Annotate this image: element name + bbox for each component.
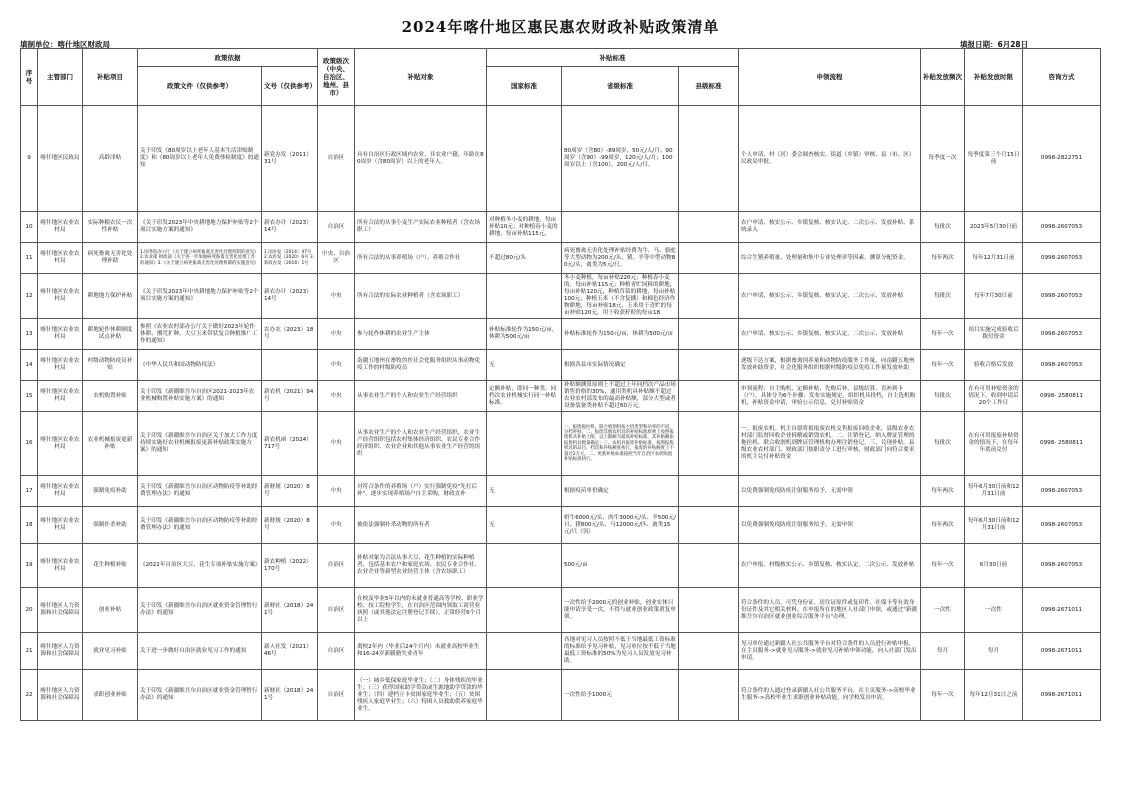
cell-dept: 喀什地区农业农村局 xyxy=(38,212,83,243)
cell-national: 不超过80元/头 xyxy=(487,243,562,274)
cell-doc-no: 新财规（2020）8号 xyxy=(262,507,318,544)
cell-target: （一）城乡低保家庭毕业生；（二）身体残疾的毕业生；（三）获得国家助学贷款或生源地助学贷款的毕业生；（四）建档立卡贫困家庭毕业生；（五）贫困残疾人家庭毕业生；（六）特困人员救助供养家庭毕业生。 xyxy=(355,670,487,721)
cell-process: 一、报废农机。机主自愿将拟报废农机交售报废回收企业，县级农业农村部门监督回收企业拆解或销毁农机。二、注销登记，纳入牌证管理的拖拉机、联合收割机到牌证管理机构办理注销登记。三、兑现补贴。县级农业农村部门、财政部门按职责分工进行审核，财政部门向符合要求的机主兑付补贴资金 xyxy=(739,412,921,476)
cell-doc-no: 新农种植（2022）170号 xyxy=(262,544,318,588)
cell-dept: 喀什地区农业农村局 xyxy=(38,507,83,544)
cell-contact: 0998-2822751 xyxy=(1023,106,1101,212)
cell-policy-doc: 关于印发《新疆维吾尔自治区就业资金管理暂行办法》的通知 xyxy=(138,588,262,633)
cell-process: 农户申请、核实公示、乡镇复核、核实认定、二次公示、发放补贴 xyxy=(739,319,921,350)
cell-seq: 17 xyxy=(21,476,38,507)
cell-policy-doc: 关于印发《新疆维吾尔自治区动物防疫等补助经费管理办法》的通知 xyxy=(138,476,262,507)
cell-dept: 喀什地区农业农村局 xyxy=(38,544,83,588)
header-target: 补贴对象 xyxy=(355,49,487,106)
fill-unit-label: 填制单位：喀什地区财政局 xyxy=(20,40,110,49)
cell-level: 自治区 xyxy=(318,633,355,670)
cell-national: 补贴标准轮作为150元/亩，休耕为500元/亩 xyxy=(487,319,562,350)
cell-policy-doc: 《2022年自治区大豆、花生专项补贴实施方案》 xyxy=(138,544,262,588)
cell-policy-doc: 参照《农业农村部办公厅关于做好2023年轮作休耕、撂荒扩种、大豆玉米带状复合种植推广工作的通知》 xyxy=(138,319,262,350)
cell-policy-doc: 关于印发《80周岁以上老年人基本生活津贴制度》和《80周岁以上老年人免费体检制度》的通知 xyxy=(138,106,262,212)
header-process: 申领流程 xyxy=(739,49,921,106)
cell-contact: 0998- 2580811 xyxy=(1023,412,1101,476)
cell-seq: 18 xyxy=(21,507,38,544)
cell-freq: 每月 xyxy=(921,633,965,670)
cell-freq: 每年两次 xyxy=(921,507,965,544)
header-dept: 主管部门 xyxy=(38,49,83,106)
cell-county xyxy=(679,507,739,544)
cell-contact: 0998-2607053 xyxy=(1023,274,1101,319)
header-time: 补贴发放时限 xyxy=(965,49,1023,106)
cell-time: 一次性 xyxy=(965,588,1023,633)
cell-program: 耕地轮作休耕制度试点补贴 xyxy=(83,319,138,350)
cell-process: 以免费强制免疫防疫注射服务给予，无需申领 xyxy=(739,476,921,507)
header-policy-basis: 政策依据 xyxy=(138,49,318,67)
policy-table xyxy=(20,48,1101,721)
cell-policy-doc: 《关于印发2023年中央耕地地力保护补贴等2个项目实施方案的通知》 xyxy=(138,212,262,243)
cell-national xyxy=(487,544,562,588)
header-national: 国家标准 xyxy=(487,67,562,106)
cell-contact: 0998-2607053 xyxy=(1023,319,1101,350)
header-county: 县级标准 xyxy=(679,67,739,106)
cell-contact: 0998-2607053 xyxy=(1023,507,1101,544)
cell-national xyxy=(487,106,562,212)
cell-seq: 21 xyxy=(21,633,38,670)
table-row xyxy=(21,544,1101,588)
cell-seq: 9 xyxy=(21,106,38,212)
cell-policy-doc: 关于印发《新疆维吾尔自治区2021-2023年农业机械购置补贴实施方案》的通知 xyxy=(138,381,262,412)
cell-program: 高龄津贴 xyxy=(83,106,138,212)
cell-time: 每年12月31日之前 xyxy=(965,670,1023,721)
table-row xyxy=(21,381,1101,412)
cell-target: 所有合法的实际农业种植者（含农场职工） xyxy=(355,274,487,319)
cell-program: 农业机械报废更新补贴 xyxy=(83,412,138,476)
table-row xyxy=(21,243,1101,274)
cell-target: 被依法强制扑杀动物的所有者 xyxy=(355,507,487,544)
cell-doc-no: 1.国办发（2014）47号 2.农医发（2020）6号 3.新政办发（2016）1号 xyxy=(262,243,318,274)
cell-contact: 0998-2607053 xyxy=(1023,243,1101,274)
cell-time: 每年6月30日前和12月31日前 xyxy=(965,476,1023,507)
cell-process: 符合条件的人通过登录新疆人社公共服务平台，在主页服务->高校毕业生服务->高校毕业生求职创业补贴功能，向学校发出申请。 xyxy=(739,670,921,721)
table-row xyxy=(21,507,1101,544)
cell-level: 中央 xyxy=(318,381,355,412)
cell-national: 无 xyxy=(487,350,562,381)
cell-freq: 每年一次 xyxy=(921,319,965,350)
cell-program: 创业补贴 xyxy=(83,588,138,633)
cell-level: 中央 xyxy=(318,319,355,350)
cell-provincial: 冬小麦种植，每亩补贴220元；种植春小麦的，每亩补贴115元；种植青贮饲料的耕地，每亩补贴120元，种植苜蓿的耕地，每亩补贴100元；种植玉米（不含复播）和棉色经济作物耕地，每亩补贴18元，玉米用于青贮的每亩补贴120元，用于收获籽粒的每亩18 xyxy=(562,274,679,319)
cell-county xyxy=(679,106,739,212)
cell-county xyxy=(679,412,739,476)
cell-doc-no: 新农机函（2024）717号 xyxy=(262,412,318,476)
cell-county xyxy=(679,243,739,274)
cell-county xyxy=(679,588,739,633)
cell-freq: 每季度一次 xyxy=(921,106,965,212)
cell-provincial: 80周岁（含80）-89周岁，50元/人/月；90周岁（含90）-99周岁，120元/人/月；100周岁以上（含100），200元/人/月。 xyxy=(562,106,679,212)
cell-freq: 每批次 xyxy=(921,412,965,476)
cell-contact: 0998-2607053 xyxy=(1023,350,1101,381)
cell-county xyxy=(679,633,739,670)
header-policy-doc: 政策文件（仅供参考） xyxy=(138,67,262,106)
cell-national: 对种植冬小麦的耕地，每亩补贴10元；对种植春小麦的耕地，每亩补贴115元。 xyxy=(487,212,562,243)
cell-provincial: 奶牛6000元/头、肉牛3000元/头、羊500元/只、猪800元/头、马12000元/匹、禽类15元/只（羽） xyxy=(562,507,679,544)
cell-time: 在有可用补贴资金的情况下，收到申请后20个工作日 xyxy=(965,381,1023,412)
cell-county xyxy=(679,670,739,721)
cell-target: 补贴对象为合法从事大豆、花生种植的实际种植者，包括基本农户和家庭农场、农民专业合作社、农业企业等新型农业经营主体（含农场职工） xyxy=(355,544,487,588)
cell-provincial: 一、报废拖拉机、联合收割机按主机类型和功率的不同，分档补贴；二、报废其他农机具的补贴标准原则上按照报废机具补贴上限，以上限额为最高补贴标准，其补贴额由报废机具数量确定；三、农机具报废补贴标准，按照报废机具的品目、档次和补贴额度执行，报废的补贴额度上不超过2万元。二、更新补贴标准按照当年自治区农机购置补贴标准执行。 xyxy=(562,412,679,476)
cell-program: 实际种粮农民一次性补贴 xyxy=(83,212,138,243)
cell-level: 自治区 xyxy=(318,588,355,633)
cell-freq: 每年一次 xyxy=(921,544,965,588)
cell-level: 中央 xyxy=(318,274,355,319)
cell-level: 自治区 xyxy=(318,670,355,721)
cell-national: 无 xyxy=(487,507,562,544)
cell-provincial: 一次性给予1000元 xyxy=(562,670,679,721)
table-row xyxy=(21,412,1101,476)
cell-level: 中央 xyxy=(318,476,355,507)
table-row xyxy=(21,319,1101,350)
header-standard: 补贴标准 xyxy=(487,49,739,67)
cell-contact: 0998-2607053 xyxy=(1023,544,1101,588)
cell-time: 每年12月31日前 xyxy=(965,243,1023,274)
cell-contact: 0998- 2580811 xyxy=(1023,381,1101,412)
header-doc-no: 文号（仅供参考） xyxy=(262,67,318,106)
cell-freq: 每年两次 xyxy=(921,243,965,274)
cell-seq: 20 xyxy=(21,588,38,633)
header-provincial: 省级标准 xyxy=(562,67,679,106)
cell-dept: 喀什地区农业农村局 xyxy=(38,350,83,381)
table-row xyxy=(21,212,1101,243)
cell-policy-doc: 关于印发《新疆维吾尔自治区关于加大工作力度持续实施好农业机械报废更新补贴政策实施方案》的通知 xyxy=(138,412,262,476)
cell-process: 个人申请，村（居）委会调查核实、街道（乡镇）审核、县（市、区）民政局审批。 xyxy=(739,106,921,212)
cell-contact: 0998-2671011 xyxy=(1023,670,1101,721)
cell-doc-no: 新党办发（2011）31号 xyxy=(262,106,318,212)
cell-program: 农机购置补贴 xyxy=(83,381,138,412)
cell-provincial: 补贴标准轮作为150元/亩，休耕为500元/亩 xyxy=(562,319,679,350)
cell-dept: 喀什地区农业农村局 xyxy=(38,381,83,412)
cell-level: 中央 xyxy=(318,507,355,544)
cell-time: 每年6月30日前和12月31日前 xyxy=(965,507,1023,544)
header-seq: 序号 xyxy=(21,49,38,106)
cell-seq: 16 xyxy=(21,412,38,476)
cell-program: 强制扑杀补助 xyxy=(83,507,138,544)
cell-time: 每年7月30日前 xyxy=(965,274,1023,319)
cell-contact: 0998-2607053 xyxy=(1023,476,1101,507)
header-contact: 咨询方式 xyxy=(1023,49,1101,106)
cell-freq: 每年两次 xyxy=(921,476,965,507)
cell-target: 参与轮作休耕的农业生产主体 xyxy=(355,319,487,350)
table-row xyxy=(21,106,1101,212)
cell-target: 南疆五地州在畜牧兽医社会化服务组织从事动物免疫工作的村级防疫员 xyxy=(355,350,487,381)
cell-county xyxy=(679,544,739,588)
cell-dept: 喀什地区农业农村局 xyxy=(38,412,83,476)
cell-dept: 喀什地区农业农村局 xyxy=(38,274,83,319)
cell-policy-doc: 《中华人民共和国动物防疫法》 xyxy=(138,350,262,381)
cell-seq: 22 xyxy=(21,670,38,721)
cell-national xyxy=(487,412,562,476)
cell-program: 就业见习补贴 xyxy=(83,633,138,670)
cell-freq: 每年一次 xyxy=(921,670,965,721)
cell-freq: 每批次 xyxy=(921,381,965,412)
cell-dept: 喀什地区农业农村局 xyxy=(38,243,83,274)
cell-level: 中央 xyxy=(318,350,355,381)
cell-national xyxy=(487,633,562,670)
cell-process: 以免费强制免疫防疫注射服务给予，无需申领 xyxy=(739,507,921,544)
cell-county xyxy=(679,381,739,412)
cell-dept: 喀什地区民政局 xyxy=(38,106,83,212)
cell-dept: 喀什地区人力资源和社会保障局 xyxy=(38,588,83,633)
table-row xyxy=(21,476,1101,507)
cell-seq: 10 xyxy=(21,212,38,243)
cell-freq: 每年一次 xyxy=(921,350,965,381)
cell-target: 从事农业生产的个人和农业生产经营组织 xyxy=(355,381,487,412)
cell-national xyxy=(487,670,562,721)
cell-freq: 每批次 xyxy=(921,274,965,319)
table-row xyxy=(21,633,1101,670)
cell-doc-no: 新财社（2018）241号 xyxy=(262,588,318,633)
cell-time: 验收合格后发放 xyxy=(965,350,1023,381)
header-level: 政策级次（中央、自治区、地州、县市） xyxy=(318,49,355,106)
cell-seq: 19 xyxy=(21,544,38,588)
cell-process: 符合条件的人员，可凭身份证、居住证原件或复印件、社保卡等有效身份证件及其它相关材料，在申报所在的地区人社部门申领，或通过"新疆维吾尔自治区就业创业综合服务平台"办理。 xyxy=(739,588,921,633)
cell-level: 自治区 xyxy=(318,212,355,243)
cell-process: 农户申报、村级核实公示、乡镇复核、核实认定、二次公示、发放补贴 xyxy=(739,544,921,588)
cell-provincial: 各地对见习人员按照不低于当地最低工资标准的标准给予见习补贴，见习单位按不低于当地最低工资标准的50%为见习人员发放见习补助。 xyxy=(562,633,679,670)
cell-dept: 喀什地区人力资源和社会保障局 xyxy=(38,670,83,721)
cell-county xyxy=(679,476,739,507)
cell-policy-doc: 关于进一步做好自治区就业见习工作的通知 xyxy=(138,633,262,670)
cell-process: 农户申请、核实公示、乡镇复核、核实认定、二次公示、发放补贴、系统录入 xyxy=(739,212,921,243)
cell-county xyxy=(679,350,739,381)
cell-target: 在校及毕业5年以内的未就业普通高等学校、职业学校、技工院校学生，在自治区范围内领取工商营业执照（或其他法定注册登记手续），正常经营6个月以上 xyxy=(355,588,487,633)
cell-doc-no: 新财社（2018）241号 xyxy=(262,670,318,721)
cell-doc-no: 新人社发（2021）46号 xyxy=(262,633,318,670)
cell-freq: 每批次 xyxy=(921,212,965,243)
cell-doc-no: 新财规（2020）8号 xyxy=(262,476,318,507)
cell-seq: 12 xyxy=(21,274,38,319)
cell-program: 强制免疫补助 xyxy=(83,476,138,507)
cell-county xyxy=(679,274,739,319)
cell-process: 农户申请、核实公示、乡镇复核、核实认定、二次公示、发放补贴 xyxy=(739,274,921,319)
cell-program: 花生种植补贴 xyxy=(83,544,138,588)
fill-date-label: 填报日期：6月28日 xyxy=(960,40,1029,49)
cell-program: 村级动物防疫员补贴 xyxy=(83,350,138,381)
cell-program: 耕地地力保护补贴 xyxy=(83,274,138,319)
cell-doc-no: 新农办计（2023）14号 xyxy=(262,274,318,319)
cell-target: 对符合条件的养殖场（户）实行强制免疫"先打后补"，逐步实现养殖场户自主采购，财政直补 xyxy=(355,476,487,507)
cell-target: 所有合法的从事养殖场（户）、养殖合作社 xyxy=(355,243,487,274)
cell-level: 自治区 xyxy=(318,544,355,588)
cell-seq: 15 xyxy=(21,381,38,412)
cell-process: 见习单位通过新疆人社公共服务平台对符合条件的人员进行补贴申报，在主页服务->就业见习服务->就业见习补贴申领功能，向人社部门发出申请。 xyxy=(739,633,921,670)
cell-provincial: 病死畜禽无害化处理补贴经费为牛、马、骆驼等大型动物为200元/头，猪、羊等中型动物80元/头，禽类为5元/只。 xyxy=(562,243,679,274)
cell-target: 具有自治区行政区域内农业、非农业户籍，年龄在80周岁（含80周岁）以上的老年人。 xyxy=(355,106,487,212)
cell-county xyxy=(679,319,739,350)
cell-doc-no: 新农机（2021）94号 xyxy=(262,381,318,412)
cell-policy-doc: 1.国务院办公厅《关于建立病死畜禽无害化处理机制的意见》2.农业部 财政部《关于进一步加强病死畜禽无害化处理工作的通知》3.《关于建立病死畜禽无害化处理机制的实施意见》 xyxy=(138,243,262,274)
cell-time: 6月30日前 xyxy=(965,544,1023,588)
cell-process: 逐级下达方案，根据畜禽饲养量和动物防疫服务工作量，向南疆五地州发放补助资金，社会化服务组织根据村级防疫员免疫工作量发放补助 xyxy=(739,350,921,381)
cell-time: 2023年5月30日前 xyxy=(965,212,1023,243)
cell-contact: 0998-2607053 xyxy=(1023,212,1101,243)
table-row xyxy=(21,274,1101,319)
cell-process: 综合生猪养殖量、处理量和集中专业处理率等因素，测算分配资金。 xyxy=(739,243,921,274)
cell-provincial: 补贴额测算原则上不超过上年同档次产品市场销售价格的30%，通用类机具补贴额不超过农业农村部发布的最高补贴额，部分大型或者设备装备类补贴不超过60万元。 xyxy=(562,381,679,412)
header-freq: 补贴发放频次 xyxy=(921,49,965,106)
cell-seq: 13 xyxy=(21,319,38,350)
cell-target: 离校2年内（毕业后24个月内）未就业高校毕业生和16-24岁新疆籍失业青年 xyxy=(355,633,487,670)
table-row xyxy=(21,670,1101,721)
cell-level: 自治区 xyxy=(318,106,355,212)
cell-seq: 14 xyxy=(21,350,38,381)
cell-process: 申领流程：自主购机、定额补贴、先购后补、县级结算、直补到卡（户）。具体分为6个步骤：发布实施规定，组织机具投档，自主选机购机，补贴资金申请，审验公示信息，兑付补贴资金 xyxy=(739,381,921,412)
page-title: 2024年喀什地区惠民惠农财政补贴政策清单 xyxy=(401,18,720,36)
cell-time: 每月 xyxy=(965,633,1023,670)
cell-target: 从事农业生产的个人和农业生产经营组织，农业生产经营组织包括农村集体经济组织、农民专业合作经济组织、农业企业和其他从事农业生产经营的组织 xyxy=(355,412,487,476)
cell-seq: 11 xyxy=(21,243,38,274)
cell-provincial: 根据各县市实际情况确定 xyxy=(562,350,679,381)
cell-doc-no: 农办农（2023）18号 xyxy=(262,319,318,350)
cell-program: 求职创业补贴 xyxy=(83,670,138,721)
cell-contact: 0998-2671011 xyxy=(1023,588,1101,633)
cell-time: 在有可用报废补贴资金的情况下，在每年年底前兑付 xyxy=(965,412,1023,476)
cell-level: 中央 xyxy=(318,412,355,476)
cell-program: 病死畜禽无害化处理补助 xyxy=(83,243,138,274)
cell-target: 所有合法的从事小麦生产实际农业种植者（含农场职工） xyxy=(355,212,487,243)
table-row xyxy=(21,588,1101,633)
cell-policy-doc: 关于印发《新疆维吾尔自治区动物防疫等补助经费管理办法》的通知 xyxy=(138,507,262,544)
cell-national: 无 xyxy=(487,476,562,507)
cell-national: 定额补贴，即同一种类、同档次农业机械实行同一补贴标准。 xyxy=(487,381,562,412)
cell-dept: 喀什地区农业农村局 xyxy=(38,319,83,350)
cell-freq: 一次性 xyxy=(921,588,965,633)
cell-provincial: 根据疫苗单价确定 xyxy=(562,476,679,507)
table-row xyxy=(21,350,1101,381)
cell-doc-no: 新农办计（2023）14号 xyxy=(262,212,318,243)
cell-provincial: 一次性给予2000元的创业补贴，创业实体只能申请享受一次，不得与就业创业政策重复申领。 xyxy=(562,588,679,633)
cell-dept: 喀什地区人力资源和社会保障局 xyxy=(38,633,83,670)
header-program: 补贴项目 xyxy=(83,49,138,106)
cell-provincial xyxy=(562,212,679,243)
cell-contact: 0998-2671011 xyxy=(1023,633,1101,670)
cell-county xyxy=(679,212,739,243)
cell-policy-doc: 关于印发《新疆维吾尔自治区就业资金管理暂行办法》的通知 xyxy=(138,670,262,721)
cell-provincial: 500元/亩 xyxy=(562,544,679,588)
cell-doc-no xyxy=(262,350,318,381)
cell-level: 中央、自治区 xyxy=(318,243,355,274)
cell-policy-doc: 《关于印发2023年中央耕地地力保护补贴等2个项目实施方案的通知》 xyxy=(138,274,262,319)
cell-national xyxy=(487,588,562,633)
cell-dept: 喀什地区农业农村局 xyxy=(38,476,83,507)
cell-time: 每季度第三个月15日前 xyxy=(965,106,1023,212)
cell-national xyxy=(487,274,562,319)
cell-time: 项目实施完成验收后拨付资金 xyxy=(965,319,1023,350)
